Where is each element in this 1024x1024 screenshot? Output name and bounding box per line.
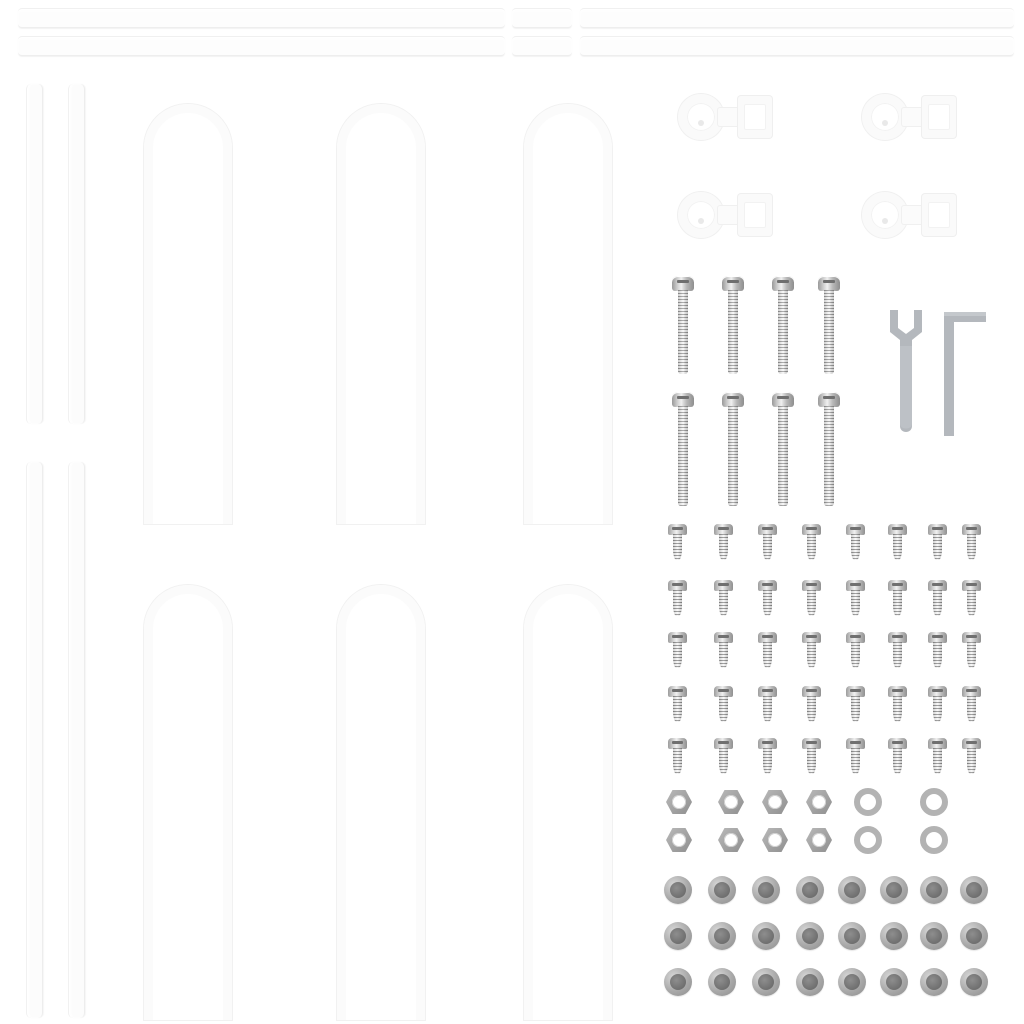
- screw-shank: [893, 590, 902, 616]
- screw-shank: [807, 534, 816, 560]
- clamp-block: [738, 96, 772, 138]
- cap-nut: [664, 876, 692, 904]
- washer: [920, 826, 948, 854]
- screw-shank: [807, 590, 816, 616]
- cap-nut: [838, 876, 866, 904]
- screw-shank: [933, 696, 942, 722]
- bolt-head: [818, 276, 840, 291]
- cap-nut: [960, 968, 988, 996]
- cap-nut: [752, 876, 780, 904]
- screw-shank: [807, 748, 816, 774]
- hex-nut: [666, 790, 692, 814]
- cap-nut: [920, 922, 948, 950]
- cap-nut: [960, 876, 988, 904]
- arch-hoop: [144, 104, 232, 524]
- screw-shank: [673, 590, 682, 616]
- cap-nut: [664, 922, 692, 950]
- arch-hoop: [144, 585, 232, 1020]
- bolt-head: [672, 392, 694, 407]
- screw-shank: [719, 642, 728, 668]
- bolt-head: [722, 392, 744, 407]
- screw-shank: [763, 748, 772, 774]
- cap-nut: [708, 876, 736, 904]
- clamp-block: [922, 194, 956, 236]
- long-rail-tube: [512, 8, 572, 28]
- clamp-block: [738, 194, 772, 236]
- screw-shank: [893, 748, 902, 774]
- hex-nut: [666, 828, 692, 852]
- screw-shank: [893, 642, 902, 668]
- screw-shank: [719, 696, 728, 722]
- screw-shank: [967, 642, 976, 668]
- cap-nut: [880, 922, 908, 950]
- cap-nut: [880, 876, 908, 904]
- clamp-block: [922, 96, 956, 138]
- vertical-post: [26, 462, 43, 1018]
- screw-shank: [673, 642, 682, 668]
- bolt-head: [722, 276, 744, 291]
- screw-shank: [673, 696, 682, 722]
- long-rail-tube: [580, 8, 1014, 28]
- cap-nut: [838, 922, 866, 950]
- screw-shank: [851, 696, 860, 722]
- cap-nut: [664, 968, 692, 996]
- screw-shank: [933, 590, 942, 616]
- cap-nut: [708, 968, 736, 996]
- screw-shank: [719, 590, 728, 616]
- cap-nut: [960, 922, 988, 950]
- screw-shank: [851, 534, 860, 560]
- bolt-head: [672, 276, 694, 291]
- arch-hoop: [337, 104, 425, 524]
- screw-shank: [673, 534, 682, 560]
- bolt-shank: [778, 406, 788, 506]
- bolt-shank: [678, 290, 688, 374]
- long-rail-tube: [580, 36, 1014, 56]
- screw-shank: [967, 534, 976, 560]
- screw-shank: [933, 642, 942, 668]
- cap-nut: [796, 876, 824, 904]
- cap-nut: [752, 968, 780, 996]
- cap-nut: [708, 922, 736, 950]
- screw-shank: [807, 642, 816, 668]
- screw-shank: [719, 534, 728, 560]
- screw-shank: [967, 696, 976, 722]
- bolt-shank: [824, 290, 834, 374]
- screw-shank: [719, 748, 728, 774]
- cap-nut: [920, 968, 948, 996]
- hex-nut: [718, 828, 744, 852]
- screw-shank: [967, 748, 976, 774]
- long-rail-tube: [18, 36, 505, 56]
- bolt-shank: [728, 290, 738, 374]
- screw-shank: [851, 590, 860, 616]
- bolt-head: [772, 276, 794, 291]
- vertical-post: [68, 84, 85, 424]
- screw-shank: [851, 748, 860, 774]
- screw-shank: [893, 696, 902, 722]
- bolt-head: [772, 392, 794, 407]
- screw-shank: [763, 696, 772, 722]
- screw-shank: [967, 590, 976, 616]
- screw-shank: [763, 642, 772, 668]
- bolt-shank: [728, 406, 738, 506]
- open-end-wrench-icon: [876, 306, 936, 446]
- cap-nut: [838, 968, 866, 996]
- washer: [854, 826, 882, 854]
- washer: [854, 788, 882, 816]
- screw-shank: [763, 534, 772, 560]
- allen-key-icon: [940, 308, 996, 445]
- vertical-post: [68, 462, 85, 1018]
- hex-nut: [762, 828, 788, 852]
- bolt-shank: [824, 406, 834, 506]
- bolt-head: [818, 392, 840, 407]
- arch-hoop: [337, 585, 425, 1020]
- long-rail-tube: [512, 36, 572, 56]
- bolt-shank: [678, 406, 688, 506]
- screw-shank: [763, 590, 772, 616]
- washer: [920, 788, 948, 816]
- arch-hoop: [524, 585, 612, 1020]
- cap-nut: [796, 968, 824, 996]
- hex-nut: [806, 828, 832, 852]
- screw-shank: [933, 534, 942, 560]
- cap-nut: [880, 968, 908, 996]
- long-rail-tube: [18, 8, 505, 28]
- screw-shank: [851, 642, 860, 668]
- screw-shank: [673, 748, 682, 774]
- bolt-shank: [778, 290, 788, 374]
- arch-hoop: [524, 104, 612, 524]
- cap-nut: [920, 876, 948, 904]
- screw-shank: [807, 696, 816, 722]
- cap-nut: [752, 922, 780, 950]
- hex-nut: [762, 790, 788, 814]
- cap-nut: [796, 922, 824, 950]
- screw-shank: [893, 534, 902, 560]
- screw-shank: [933, 748, 942, 774]
- hex-nut: [806, 790, 832, 814]
- vertical-post: [26, 84, 43, 424]
- hex-nut: [718, 790, 744, 814]
